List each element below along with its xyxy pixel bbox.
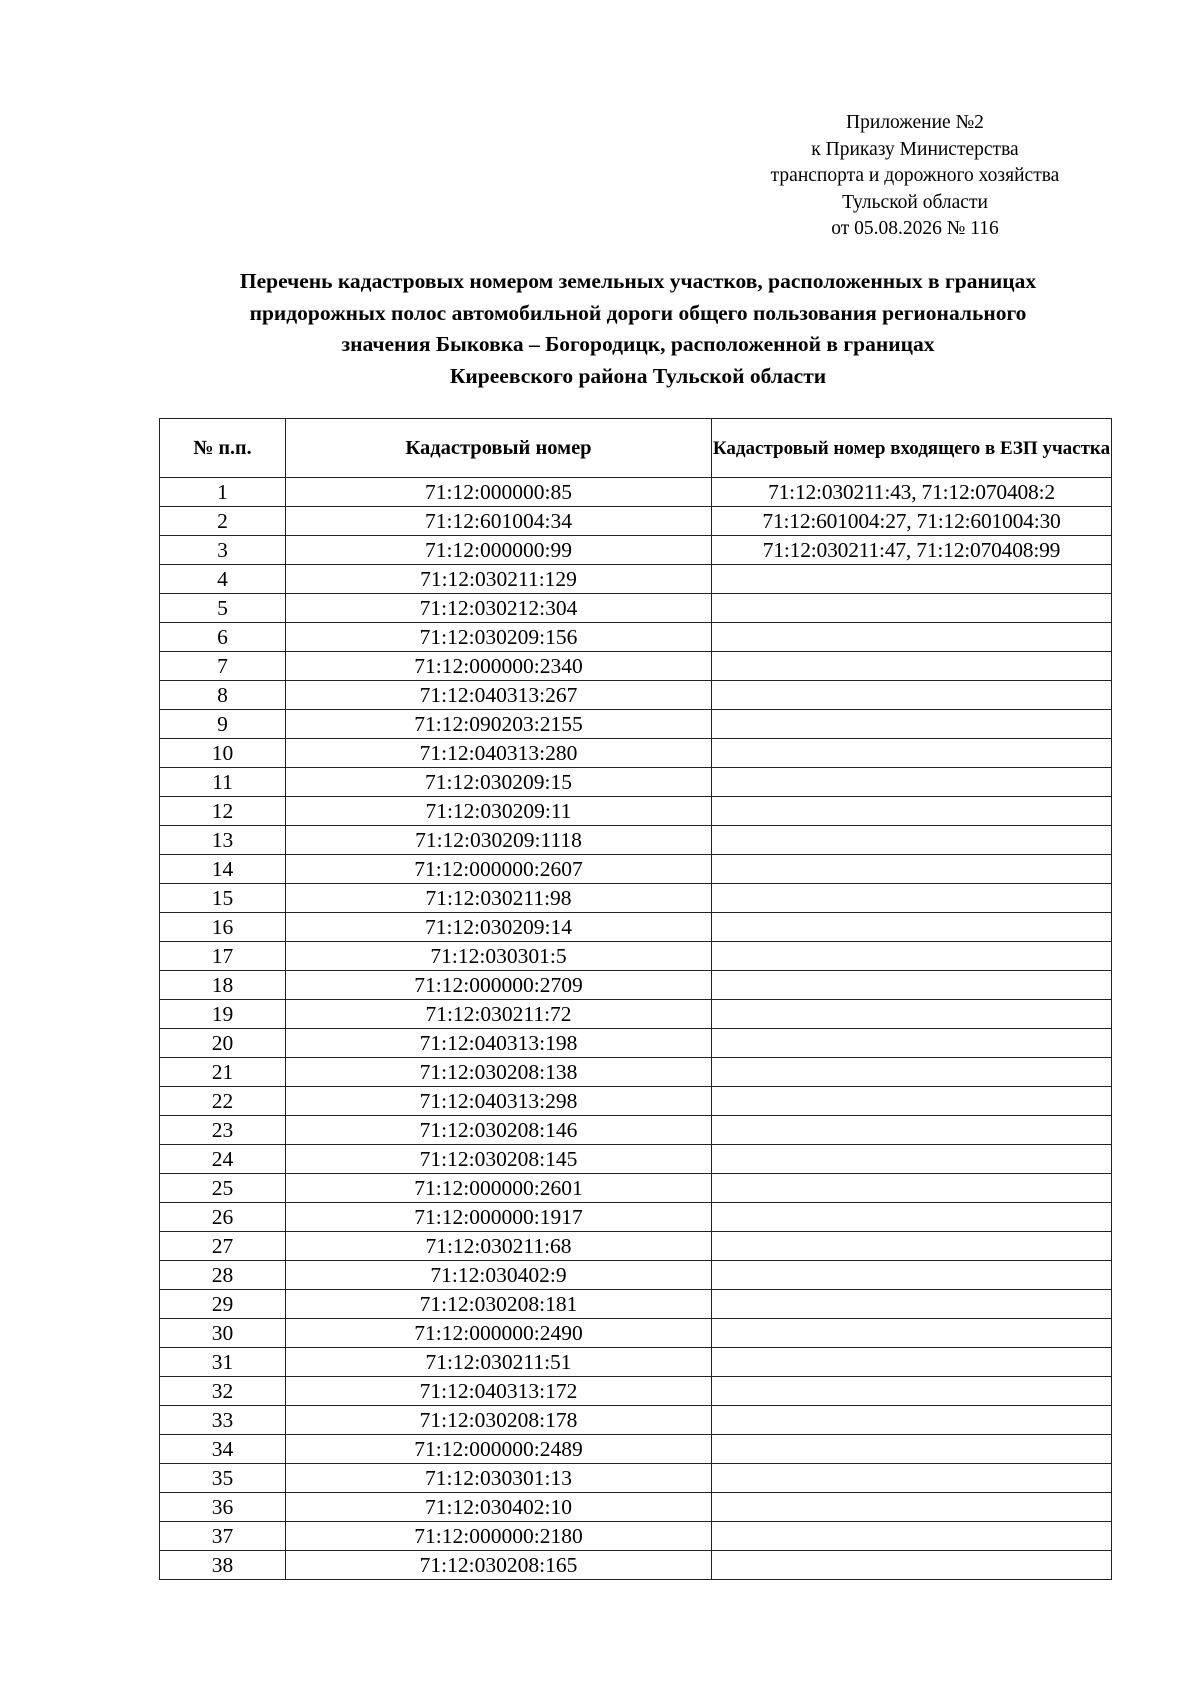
row-number-cell: 32 (160, 1377, 286, 1406)
ezp-number-cell (712, 739, 1112, 768)
ezp-number-cell (712, 1232, 1112, 1261)
header-cadastral-number: Кадастровый номер (286, 419, 712, 478)
table-body (160, 478, 1112, 1580)
ezp-number-cell (712, 884, 1112, 913)
title-line: Перечень кадастровых номером земельных участков, расположенных в границах (239, 269, 1037, 293)
document-title (150, 266, 1126, 392)
header-number: № п.п. (160, 419, 286, 478)
cadastral-number-cell: 71:12:000000:2601 (286, 1174, 712, 1203)
row-number-cell: 15 (160, 884, 286, 913)
table-row (160, 652, 1112, 681)
header-ezp-number: Кадастровый номер входящего в ЕЗП участка (712, 419, 1112, 478)
table-row (160, 1029, 1112, 1058)
title-line: придорожных полос автомобильной дороги общего пользования регионального (249, 300, 1027, 325)
ezp-number-cell (712, 1406, 1112, 1435)
cadastral-number-cell: 71:12:030208:145 (286, 1145, 712, 1174)
cadastral-number-cell: 71:12:090203:2155 (286, 710, 712, 739)
cadastral-number-cell: 71:12:000000:2607 (286, 855, 712, 884)
ezp-number-cell (712, 768, 1112, 797)
cadastral-number-cell: 71:12:000000:85 (286, 478, 712, 507)
ezp-number-cell (712, 1000, 1112, 1029)
table-row (160, 478, 1112, 507)
row-number-cell: 25 (160, 1174, 286, 1203)
row-number-cell: 4 (160, 565, 286, 594)
ezp-number-cell (712, 1522, 1112, 1551)
table-row (160, 1203, 1112, 1232)
title-line: Киреевского района Тульской области (449, 363, 827, 388)
cadastral-number-cell: 71:12:000000:2709 (286, 971, 712, 1000)
ezp-number-cell (712, 623, 1112, 652)
row-number-cell: 3 (160, 536, 286, 565)
ezp-number-cell: 71:12:030211:43, 71:12:070408:2 (712, 478, 1112, 507)
appendix-line: к Приказу Министерства (811, 138, 1019, 160)
cadastral-number-cell: 71:12:040313:280 (286, 739, 712, 768)
row-number-cell: 8 (160, 681, 286, 710)
table-row (160, 710, 1112, 739)
row-number-cell: 5 (160, 594, 286, 623)
table-row (160, 1087, 1112, 1116)
table-row (160, 681, 1112, 710)
table-row (160, 739, 1112, 768)
table-row (160, 1493, 1112, 1522)
cadastral-number-cell: 71:12:040313:198 (286, 1029, 712, 1058)
cadastral-number-cell: 71:12:030301:13 (286, 1464, 712, 1493)
table-row (160, 971, 1112, 1000)
cadastral-number-cell: 71:12:040313:298 (286, 1087, 712, 1116)
table-row (160, 768, 1112, 797)
table-row (160, 1232, 1112, 1261)
row-number-cell: 13 (160, 826, 286, 855)
cadastral-number-cell: 71:12:030208:138 (286, 1058, 712, 1087)
row-number-cell: 33 (160, 1406, 286, 1435)
cadastral-number-cell: 71:12:000000:2340 (286, 652, 712, 681)
cadastral-number-cell: 71:12:040313:172 (286, 1377, 712, 1406)
row-number-cell: 10 (160, 739, 286, 768)
ezp-number-cell (712, 855, 1112, 884)
ezp-number-cell (712, 913, 1112, 942)
cadastral-number-cell: 71:12:000000:2489 (286, 1435, 712, 1464)
table-row (160, 942, 1112, 971)
table-row (160, 507, 1112, 536)
table-row (160, 1116, 1112, 1145)
cadastral-table (159, 418, 1112, 1580)
cadastral-number-cell: 71:12:030209:1118 (286, 826, 712, 855)
ezp-number-cell (712, 594, 1112, 623)
cadastral-number-cell: 71:12:030211:68 (286, 1232, 712, 1261)
ezp-number-cell (712, 681, 1112, 710)
table-header-row (160, 419, 1112, 478)
cadastral-number-cell: 71:12:030211:129 (286, 565, 712, 594)
appendix-line: транспорта и дорожного хозяйства (770, 165, 1060, 186)
cadastral-number-cell: 71:12:030209:15 (286, 768, 712, 797)
table-row (160, 1290, 1112, 1319)
ezp-number-cell (712, 1145, 1112, 1174)
row-number-cell: 30 (160, 1319, 286, 1348)
ezp-number-cell (712, 1087, 1112, 1116)
ezp-number-cell (712, 1493, 1112, 1522)
ezp-number-cell (712, 1551, 1112, 1580)
table-row (160, 1319, 1112, 1348)
row-number-cell: 35 (160, 1464, 286, 1493)
row-number-cell: 34 (160, 1435, 286, 1464)
ezp-number-cell (712, 971, 1112, 1000)
cadastral-number-cell: 71:12:030208:165 (286, 1551, 712, 1580)
ezp-number-cell: 71:12:030211:47, 71:12:070408:99 (712, 536, 1112, 565)
ezp-number-cell (712, 1116, 1112, 1145)
table-row (160, 1464, 1112, 1493)
ezp-number-cell (712, 1058, 1112, 1087)
cadastral-number-cell: 71:12:000000:2490 (286, 1319, 712, 1348)
ezp-number-cell (712, 1290, 1112, 1319)
row-number-cell: 18 (160, 971, 286, 1000)
cadastral-number-cell: 71:12:000000:99 (286, 536, 712, 565)
cadastral-number-cell: 71:12:030209:14 (286, 913, 712, 942)
row-number-cell: 7 (160, 652, 286, 681)
row-number-cell: 19 (160, 1000, 286, 1029)
cadastral-number-cell: 71:12:030212:304 (286, 594, 712, 623)
ezp-number-cell (712, 710, 1112, 739)
ezp-number-cell (712, 1174, 1112, 1203)
row-number-cell: 38 (160, 1551, 286, 1580)
cadastral-number-cell: 71:12:601004:34 (286, 507, 712, 536)
table-row (160, 1174, 1112, 1203)
table-row (160, 1406, 1112, 1435)
title-line: значения Быковка – Богородицк, расположенной в границах (341, 332, 935, 356)
ezp-number-cell (712, 826, 1112, 855)
table-row (160, 1145, 1112, 1174)
row-number-cell: 28 (160, 1261, 286, 1290)
appendix-line: Тульской области (842, 191, 988, 213)
ezp-number-cell (712, 797, 1112, 826)
cadastral-number-cell: 71:12:030402:10 (286, 1493, 712, 1522)
row-number-cell: 36 (160, 1493, 286, 1522)
ezp-number-cell (712, 1377, 1112, 1406)
table-row (160, 536, 1112, 565)
cadastral-number-cell: 71:12:030208:181 (286, 1290, 712, 1319)
ezp-number-cell (712, 1261, 1112, 1290)
table-row (160, 826, 1112, 855)
ezp-number-cell (712, 1029, 1112, 1058)
ezp-number-cell (712, 1464, 1112, 1493)
cadastral-number-cell: 71:12:030209:156 (286, 623, 712, 652)
row-number-cell: 11 (160, 768, 286, 797)
table-row (160, 594, 1112, 623)
table-row (160, 797, 1112, 826)
table-row (160, 623, 1112, 652)
cadastral-number-cell: 71:12:030209:11 (286, 797, 712, 826)
appendix-block (700, 110, 1130, 243)
row-number-cell: 24 (160, 1145, 286, 1174)
cadastral-number-cell: 71:12:030211:98 (286, 884, 712, 913)
row-number-cell: 17 (160, 942, 286, 971)
cadastral-number-cell: 71:12:030402:9 (286, 1261, 712, 1290)
ezp-number-cell: 71:12:601004:27, 71:12:601004:30 (712, 507, 1112, 536)
row-number-cell: 37 (160, 1522, 286, 1551)
cadastral-number-cell: 71:12:030211:51 (286, 1348, 712, 1377)
cadastral-number-cell: 71:12:000000:1917 (286, 1203, 712, 1232)
table-row (160, 1348, 1112, 1377)
row-number-cell: 16 (160, 913, 286, 942)
table-row (160, 1261, 1112, 1290)
ezp-number-cell (712, 1319, 1112, 1348)
ezp-number-cell (712, 652, 1112, 681)
row-number-cell: 6 (160, 623, 286, 652)
row-number-cell: 23 (160, 1116, 286, 1145)
table-row (160, 1435, 1112, 1464)
table-row (160, 855, 1112, 884)
table-row (160, 913, 1112, 942)
cadastral-number-cell: 71:12:000000:2180 (286, 1522, 712, 1551)
row-number-cell: 9 (160, 710, 286, 739)
row-number-cell: 21 (160, 1058, 286, 1087)
table-row (160, 1000, 1112, 1029)
cadastral-number-cell: 71:12:040313:267 (286, 681, 712, 710)
row-number-cell: 1 (160, 478, 286, 507)
ezp-number-cell (712, 942, 1112, 971)
ezp-number-cell (712, 1348, 1112, 1377)
ezp-number-cell (712, 1435, 1112, 1464)
table-row (160, 1551, 1112, 1580)
row-number-cell: 12 (160, 797, 286, 826)
row-number-cell: 2 (160, 507, 286, 536)
table-row (160, 1058, 1112, 1087)
appendix-line: Приложение №2 (846, 112, 984, 133)
cadastral-number-cell: 71:12:030301:5 (286, 942, 712, 971)
row-number-cell: 22 (160, 1087, 286, 1116)
row-number-cell: 29 (160, 1290, 286, 1319)
row-number-cell: 27 (160, 1232, 286, 1261)
row-number-cell: 26 (160, 1203, 286, 1232)
table-row (160, 1522, 1112, 1551)
row-number-cell: 31 (160, 1348, 286, 1377)
ezp-number-cell (712, 1203, 1112, 1232)
row-number-cell: 20 (160, 1029, 286, 1058)
table-row (160, 565, 1112, 594)
ezp-number-cell (712, 565, 1112, 594)
appendix-date: от 05.08.2026 № 116 (831, 218, 999, 239)
table-row (160, 1377, 1112, 1406)
cadastral-number-cell: 71:12:030208:146 (286, 1116, 712, 1145)
cadastral-number-cell: 71:12:030211:72 (286, 1000, 712, 1029)
row-number-cell: 14 (160, 855, 286, 884)
cadastral-number-cell: 71:12:030208:178 (286, 1406, 712, 1435)
table-row (160, 884, 1112, 913)
